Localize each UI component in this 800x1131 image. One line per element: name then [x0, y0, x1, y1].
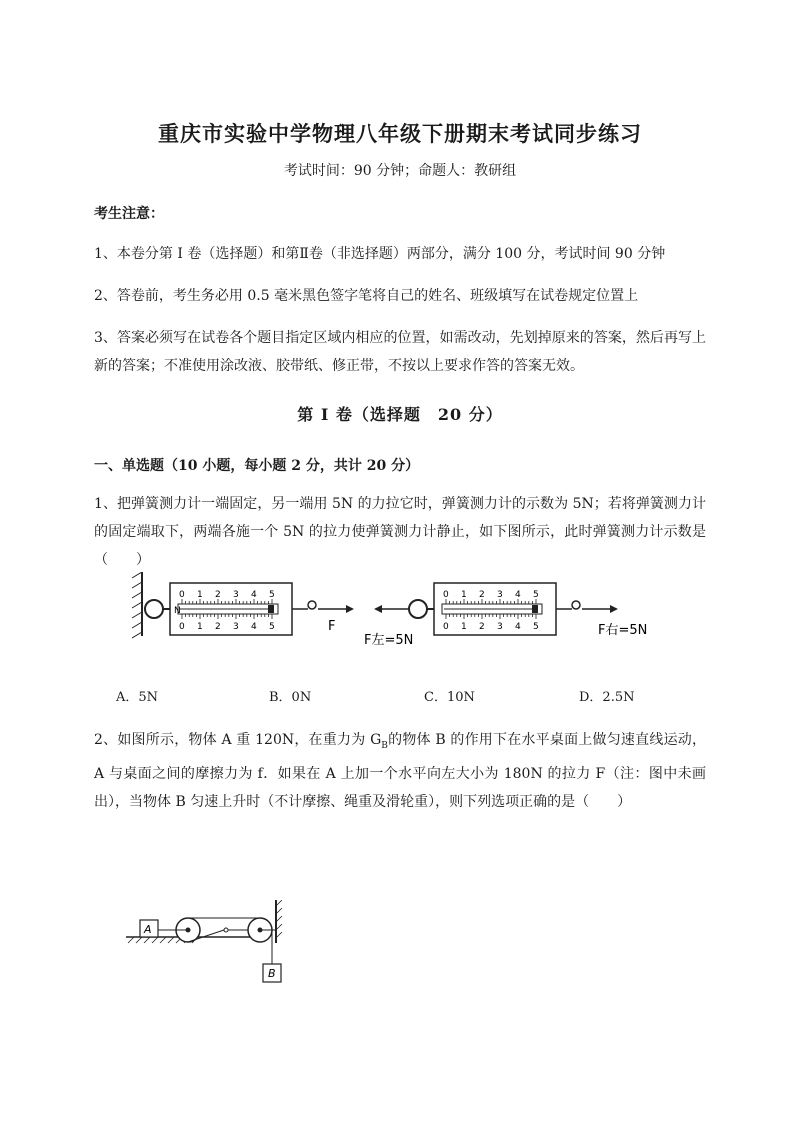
scale-number-bottom: 4: [515, 622, 521, 632]
subscript-b: B: [381, 740, 388, 751]
spring-scale-left: [145, 583, 354, 635]
block-a-label: A: [144, 923, 152, 936]
force-label-left: F左=5N: [364, 633, 414, 648]
notice-item-3: 3、答案必须写在试卷各个题目指定区域内相应的位置，如需改动，先划掉原来的答案，然后再写上新的答案；不准使用涂改液、胶带纸、修正带，不按以上要求作答的答案无效。: [94, 330, 706, 374]
spring-scale-right: [427, 583, 647, 638]
option-d[interactable]: D．2.5N: [579, 690, 635, 705]
wall: [132, 572, 142, 638]
spring-scale-figure: [120, 572, 660, 652]
notice-heading: 考生注意：: [94, 206, 164, 222]
part-heading: 一、单选题（10 小题，每小题 2 分，共计 20 分）: [94, 458, 420, 474]
scale-number-top: 1: [197, 590, 203, 600]
scale-number-top: 2: [479, 590, 485, 600]
scale-number-bottom: 0: [179, 622, 185, 632]
scale-number-top: 0: [179, 590, 185, 600]
block-b-label: B: [268, 967, 276, 980]
option-c[interactable]: C．10N: [424, 690, 475, 705]
scale-number-top: 5: [533, 590, 539, 600]
exam-info: 考试时间：90 分钟；命题人：教研组: [283, 163, 517, 179]
scale-number-top: 2: [215, 590, 221, 600]
scale-number-top: 1: [461, 590, 467, 600]
force-arrow-left: [364, 600, 427, 648]
scale-number-bottom: 4: [251, 622, 257, 632]
scale-number-top: 4: [515, 590, 521, 600]
section-title: 第 I 卷（选择题 20 分）: [297, 405, 503, 424]
page-title: 重庆市实验中学物理八年级下册期末考试同步练习: [158, 121, 642, 146]
scale-number-bottom: 1: [197, 622, 203, 632]
option-b[interactable]: B．0N: [269, 690, 312, 705]
scale-number-bottom: 3: [233, 622, 239, 632]
pulley-figure: [122, 900, 292, 995]
option-a[interactable]: A．5N: [116, 690, 159, 705]
notice-item-2: 2、答卷前，考生务必用 0.5 毫米黑色签字笔将自己的姓名、班级填写在试卷规定位置上: [94, 288, 639, 304]
scale-number-top: 4: [251, 590, 257, 600]
scale-number-top: 3: [233, 590, 239, 600]
scale-number-bottom: 1: [461, 622, 467, 632]
scale-number-bottom: 2: [215, 622, 221, 632]
question-1-text: 1、把弹簧测力计一端固定，另一端用 5N 的力拉它时，弹簧测力计的示数为 5N；若将弹簧测力计的固定端取下，两端各施一个 5N 的拉力使弹簧测力计静止，如下图所示，此时弹簧测力计示数是（ ）: [94, 496, 706, 568]
unit-label: N: [174, 606, 181, 616]
force-label-f: F: [328, 619, 336, 634]
question-2-text: 2、如图所示，物体 A 重 120N，在重力为 $G_B$的物体 B 的作用下在水平桌面上做匀速直线运动，A 与桌面之间的摩擦力为 f．如果在 A 上加一个水平向左大小为 180N 的拉力 F（注：图中未画出），当物体 B 匀速上升时（不计摩擦、绳重及滑轮重），则下列选项正确的是（ ）: [94, 732, 707, 810]
scale-number-bottom: 2: [479, 622, 485, 632]
scale-number-top: 5: [269, 590, 275, 600]
scale-number-bottom: 5: [269, 622, 275, 632]
scale-number-bottom: 0: [443, 622, 449, 632]
scale-number-bottom: 5: [533, 622, 539, 632]
scale-number-top: 0: [443, 590, 449, 600]
force-label-right: F右=5N: [598, 623, 648, 638]
scale-number-top: 3: [497, 590, 503, 600]
notice-item-1: 1、本卷分第 I 卷（选择题）和第Ⅱ卷（非选择题）两部分，满分 100 分，考试时间 90 分钟: [94, 246, 666, 262]
scale-number-bottom: 3: [497, 622, 503, 632]
